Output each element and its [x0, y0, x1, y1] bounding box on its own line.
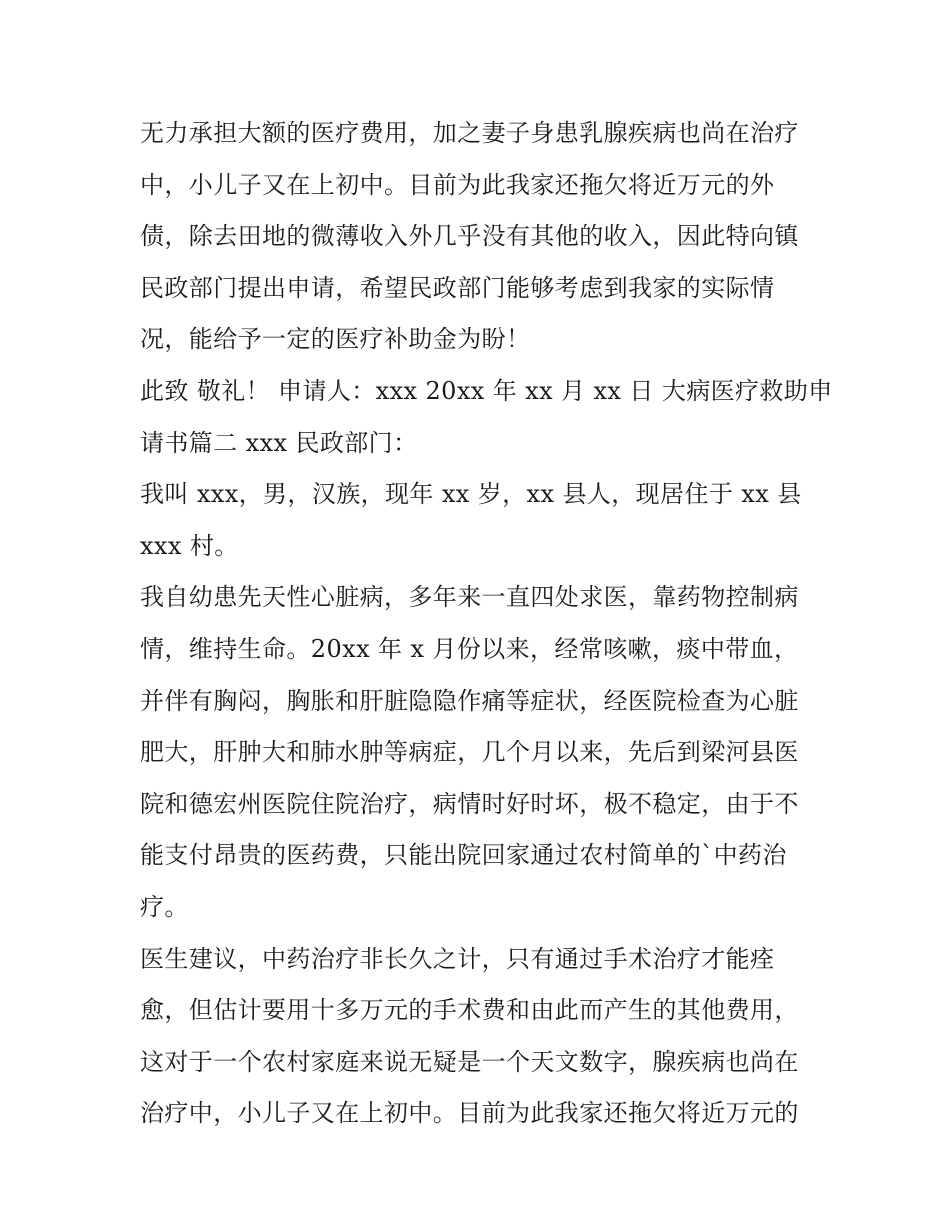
text-line-3: 债，除去田地的微薄收入外几乎没有其他的收入，因此特向镇 [140, 222, 799, 251]
text-line-7: 请书篇二 xxx 民政部门： [140, 428, 418, 457]
text-line-18: 愈，但估计要用十多万元的手术费和由此而产生的其他费用， [140, 996, 799, 1025]
text-line-9: xxx 村。 [140, 531, 239, 560]
text-line-6: 此致 敬礼！ 申请人：xxx 20xx 年 xx 月 xx 日 大病医疗救助申 [140, 376, 833, 405]
text-line-4: 民政部门提出申请，希望民政部门能够考虑到我家的实际情 [140, 273, 775, 302]
text-line-17: 医生建议，中药治疗非长久之计，只有通过手术治疗才能痊 [140, 944, 775, 973]
text-line-11: 情，维持生命。20xx 年 x 月份以来，经常咳嗽，痰中带血， [140, 634, 799, 663]
text-line-16: 疗。 [140, 892, 189, 921]
document-body [140, 108, 833, 1140]
text-line-2: 中，小儿子又在上初中。目前为此我家还拖欠将近万元的外 [140, 170, 775, 199]
text-line-5: 况，能给予一定的医疗补助金为盼！ [140, 325, 531, 354]
text-line-12: 并伴有胸闷，胸胀和肝脏隐隐作痛等症状，经医院检查为心脏 [140, 686, 799, 715]
text-line-8: 我叫 xxx，男，汉族，现年 xx 岁，xx 县人，现居住于 xx 县 [140, 480, 802, 509]
text-line-15: 能支付昂贵的医药费，只能出院回家通过农村简单的`中药治 [140, 841, 787, 870]
text-line-20: 治疗中，小儿子又在上初中。目前为此我家还拖欠将近万元的 [140, 1099, 799, 1128]
text-line-19: 这对于一个农村家庭来说无疑是一个天文数字，腺疾病也尚在 [140, 1047, 799, 1076]
text-line-1: 无力承担大额的医疗费用，加之妻子身患乳腺疾病也尚在治疗 [140, 119, 799, 147]
text-line-14: 院和德宏州医院住院治疗，病情时好时坏，极不稳定，由于不 [140, 789, 799, 818]
text-line-13: 肥大，肝肿大和肺水肿等病症，几个月以来，先后到梁河县医 [140, 738, 799, 767]
text-line-10: 我自幼患先天性心脏病，多年来一直四处求医，靠药物控制病 [140, 583, 799, 612]
